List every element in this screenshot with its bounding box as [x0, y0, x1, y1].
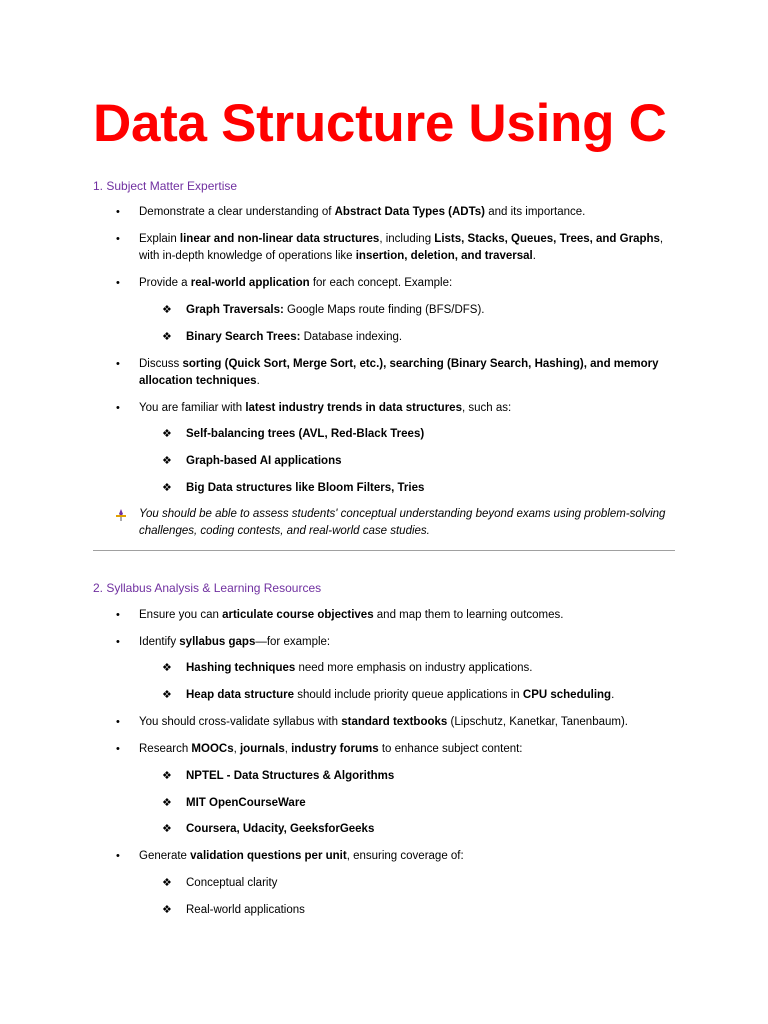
item-text: Identify	[139, 636, 180, 648]
round-bullet-icon: •	[116, 636, 120, 648]
item-text: , such as:	[461, 402, 512, 414]
round-bullet-icon: •	[116, 233, 120, 245]
sub-list-item	[186, 660, 686, 677]
sub-list-item: Conceptual clarity	[186, 877, 278, 889]
item-text: Provide a	[139, 277, 191, 289]
four-diamond-bullet-icon: ❖	[162, 304, 172, 316]
item-bold: MOOCs	[191, 743, 234, 755]
item-text: , with in-depth knowledge of operations like	[139, 233, 664, 262]
section-heading-syllabus-analysis: 2. Syllabus Analysis & Learning Resources	[93, 581, 322, 595]
four-diamond-bullet-icon: ❖	[162, 797, 172, 809]
note-text: You should be able to assess students' conceptual understanding beyond exams using problem-solving challenges, coding contests, and real-world case studies.	[139, 508, 666, 537]
item-text: need more emphasis on industry applications.	[295, 662, 533, 674]
four-diamond-bullet-icon: ❖	[162, 877, 172, 889]
item-text: ,	[233, 743, 240, 755]
sub-list-item	[186, 687, 686, 704]
list-item	[139, 204, 684, 221]
item-text: Explain	[139, 233, 180, 245]
sub-list-item	[186, 480, 686, 497]
sub-list-item	[186, 768, 686, 785]
four-diamond-bullet-icon: ❖	[162, 428, 172, 440]
list-item	[139, 634, 684, 651]
item-bold: latest industry trends in data structures	[245, 402, 462, 414]
four-diamond-bullet-icon: ❖	[162, 662, 172, 674]
item-text: to enhance subject content:	[378, 743, 523, 755]
list-item	[139, 848, 684, 865]
item-text: .	[256, 375, 260, 387]
round-bullet-icon: •	[116, 609, 120, 621]
list-item	[139, 607, 684, 624]
item-bold: validation questions per unit	[190, 850, 347, 862]
item-text: .	[611, 689, 615, 701]
sub-list-item	[186, 453, 686, 470]
list-item	[139, 714, 684, 731]
item-text: You are familiar with	[139, 402, 246, 414]
four-diamond-bullet-icon: ❖	[162, 482, 172, 494]
horizontal-divider	[93, 550, 675, 551]
sub-list-item	[186, 821, 686, 838]
round-bullet-icon: •	[116, 716, 120, 728]
item-text: , including	[379, 233, 435, 245]
item-bold: Hashing techniques	[186, 662, 296, 674]
list-item	[139, 231, 684, 265]
item-bold: MIT OpenCourseWare	[186, 797, 306, 809]
document-title: Data Structure Using C	[93, 94, 667, 153]
item-text: Generate	[139, 850, 191, 862]
item-bold: sorting (Quick Sort, Merge Sort, etc.), searching (Binary Search, Hashing), and memory allocation techniques	[139, 358, 659, 387]
sub-list-item	[186, 426, 686, 443]
item-text: Google Maps route finding (BFS/DFS).	[283, 304, 485, 316]
section-heading-subject-matter: 1. Subject Matter Expertise	[93, 179, 238, 193]
four-diamond-bullet-icon: ❖	[162, 823, 172, 835]
four-diamond-bullet-icon: ❖	[162, 689, 172, 701]
item-text: and map them to learning outcomes.	[373, 609, 564, 621]
round-bullet-icon: •	[116, 358, 120, 370]
list-item	[139, 275, 684, 292]
sub-list-item: Real-world applications	[186, 904, 305, 916]
item-bold: standard textbooks	[341, 716, 448, 728]
pushpin-icon	[114, 508, 128, 522]
list-item	[139, 741, 684, 758]
item-bold: Heap data structure	[186, 689, 295, 701]
item-bold: Binary Search Trees:	[186, 331, 301, 343]
item-bold: CPU scheduling	[522, 689, 612, 701]
list-item	[139, 400, 684, 417]
item-text: should include priority queue applications in	[294, 689, 523, 701]
item-bold: Coursera, Udacity, GeeksforGeeks	[186, 823, 375, 835]
item-bold: industry forums	[291, 743, 379, 755]
item-bold: Big Data structures like Bloom Filters, Tries	[186, 482, 425, 494]
list-item	[139, 356, 684, 390]
round-bullet-icon: •	[116, 402, 120, 414]
item-bold: Graph Traversals:	[186, 304, 284, 316]
round-bullet-icon: •	[116, 277, 120, 289]
item-text: , ensuring coverage of:	[346, 850, 464, 862]
item-text: (Lipschutz, Kanetkar, Tanenbaum).	[447, 716, 628, 728]
item-bold: Self-balancing trees (AVL, Red-Black Trees)	[186, 428, 425, 440]
item-bold: syllabus gaps	[179, 636, 256, 648]
four-diamond-bullet-icon: ❖	[162, 904, 172, 916]
item-bold: journals	[239, 743, 285, 755]
item-bold: Abstract Data Types (ADTs)	[334, 206, 486, 218]
item-text: Discuss	[139, 358, 183, 370]
item-bold: articulate course objectives	[222, 609, 374, 621]
item-bold: Lists, Stacks, Queues, Trees, and Graphs	[434, 233, 660, 245]
item-text: —for example:	[255, 636, 331, 648]
item-text: Demonstrate a clear understanding of	[139, 206, 335, 218]
round-bullet-icon: •	[116, 850, 120, 862]
round-bullet-icon: •	[116, 743, 120, 755]
four-diamond-bullet-icon: ❖	[162, 455, 172, 467]
item-bold: real-world application	[190, 277, 310, 289]
item-text: ,	[284, 743, 292, 755]
item-bold: linear and non-linear data structures	[179, 233, 380, 245]
item-bold: insertion, deletion, and traversal	[355, 250, 533, 262]
item-text: for each concept. Example:	[309, 277, 453, 289]
sub-list-item	[186, 795, 686, 812]
item-text: .	[532, 250, 536, 262]
sub-list-item	[186, 302, 686, 319]
item-text: and its importance.	[485, 206, 586, 218]
four-diamond-bullet-icon: ❖	[162, 331, 172, 343]
round-bullet-icon: •	[116, 206, 120, 218]
item-text: You should cross-validate syllabus with	[139, 716, 342, 728]
item-text: Database indexing.	[300, 331, 403, 343]
item-text: Ensure you can	[139, 609, 223, 621]
four-diamond-bullet-icon: ❖	[162, 770, 172, 782]
item-bold: NPTEL - Data Structures & Algorithms	[186, 770, 395, 782]
sub-list-item	[186, 329, 686, 346]
item-bold: Graph-based AI applications	[186, 455, 342, 467]
item-text: Research	[139, 743, 192, 755]
